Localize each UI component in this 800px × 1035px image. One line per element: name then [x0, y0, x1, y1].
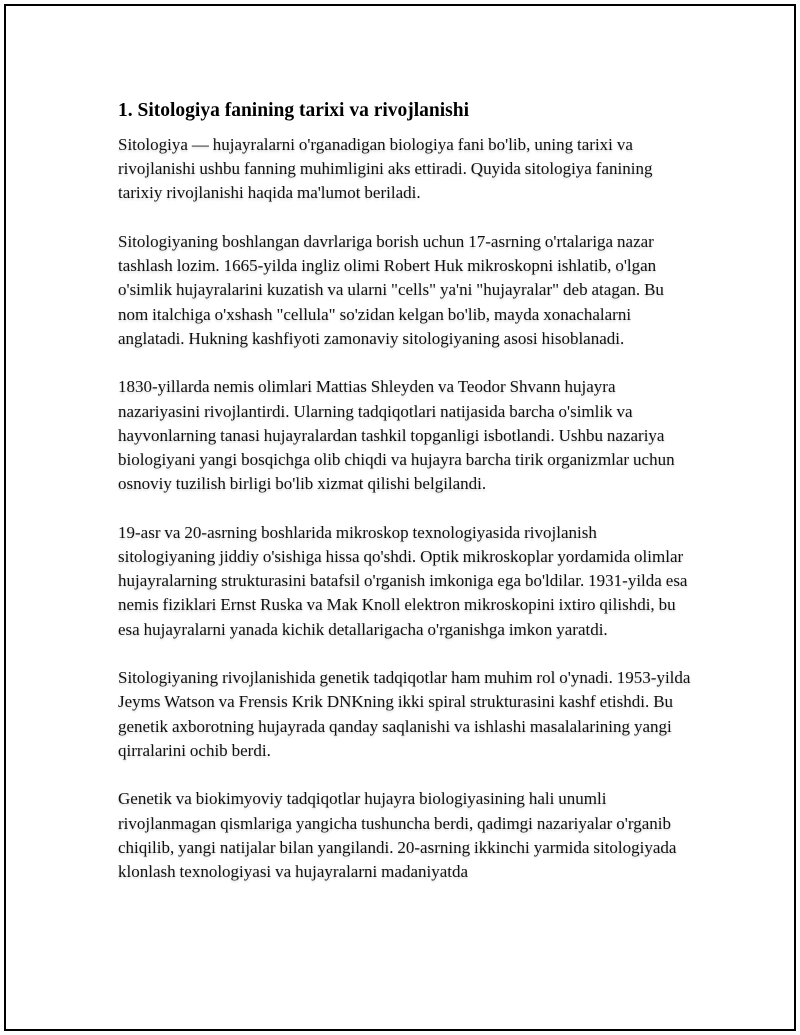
paragraph-intro: Sitologiya — hujayralarni o'rganadigan biologiya fani bo'lib, uning tarixi va rivojlanishi ushbu fanning muhimligini aks ettiradi. Quyida sitologiya fanining tarixiy rivojlanishi haqida ma'lumot beriladi. — [118, 135, 653, 203]
document-body — [118, 99, 696, 909]
section-heading: 1. Sitologiya fanining tarixi va rivojlanishi — [118, 100, 470, 121]
paragraph-microscopy: 19-asr va 20-asrning boshlarida mikroskop texnologiyasida rivojlanish sitologiyaning jiddiy o'sishiga hissa qo'shdi. Optik mikroskoplar yordamida olimlar hujayralarning strukturasini batafsil o'rganish imkoniga ega bo'ldilar. 1931-yilda esa nemis fiziklari Ernst Ruska va Mak Knoll elektron mikroskopini ixtiro qilishdi, bu esa hujayralarni yanada kichik detallarigacha o'rganishga imkon yaratdi. — [118, 522, 688, 639]
paragraph-genetics: Sitologiyaning rivojlanishida genetik tadqiqotlar ham muhim rol o'ynadi. 1953-yilda Jeyms Watson va Frensis Krik DNKning ikki spiral strukturasini kashf etishdi. Bu genetik axborotning hujayrada qanday saqlanishi va ishlashi masalalarining yangi qirralarini ochib berdi. — [118, 668, 691, 760]
paragraph-robert-huk: Sitologiyaning boshlangan davrlariga borish uchun 17-asrning o'rtalariga nazar tashlash lozim. 1665-yilda ingliz olimi Robert Huk mikroskopni ishlatib, o'lgan o'simlik hujayralarini kuzatish va ularni "cells" ya'ni "hujayralar" deb atagan. Bu nom italchiga o'xshash "cellula" so'zidan kelgan bo'lib, mayda xonachalarni anglatadi. Hukning kashfiyoti zamonaviy sitologiyaning asosi hisoblanadi. — [118, 232, 664, 348]
page-frame — [4, 4, 796, 1031]
paragraph-cell-theory: 1830-yillarda nemis olimlari Mattias Shleyden va Teodor Shvann hujayra nazariyasini rivojlantirdi. Ularning tadqiqotlari natijasida barcha o'simlik va hayvonlarning tanasi hujayralardan tashkil topganligi isbotlandi. Ushbu nazariya biologiyani yangi bosqichga olib chiqdi va hujayra barcha tirik organizmlar uchun osnoviy tuzilish birligi bo'lib xizmat qilishi belgilandi. — [118, 377, 675, 494]
paragraph-biochemistry: Genetik va biokimyoviy tadqiqotlar hujayra biologiyasining hali unumli rivojlanmagan qismlariga yangicha tushuncha berdi, qadimgi nazariyalar o'rganib chiqilib, yangi natijalar bilan yangilandi. 20-asrning ikkinchi yarmida sitologiyada klonlash texnologiyasi va hujayralarni madaniyatda — [118, 789, 677, 882]
